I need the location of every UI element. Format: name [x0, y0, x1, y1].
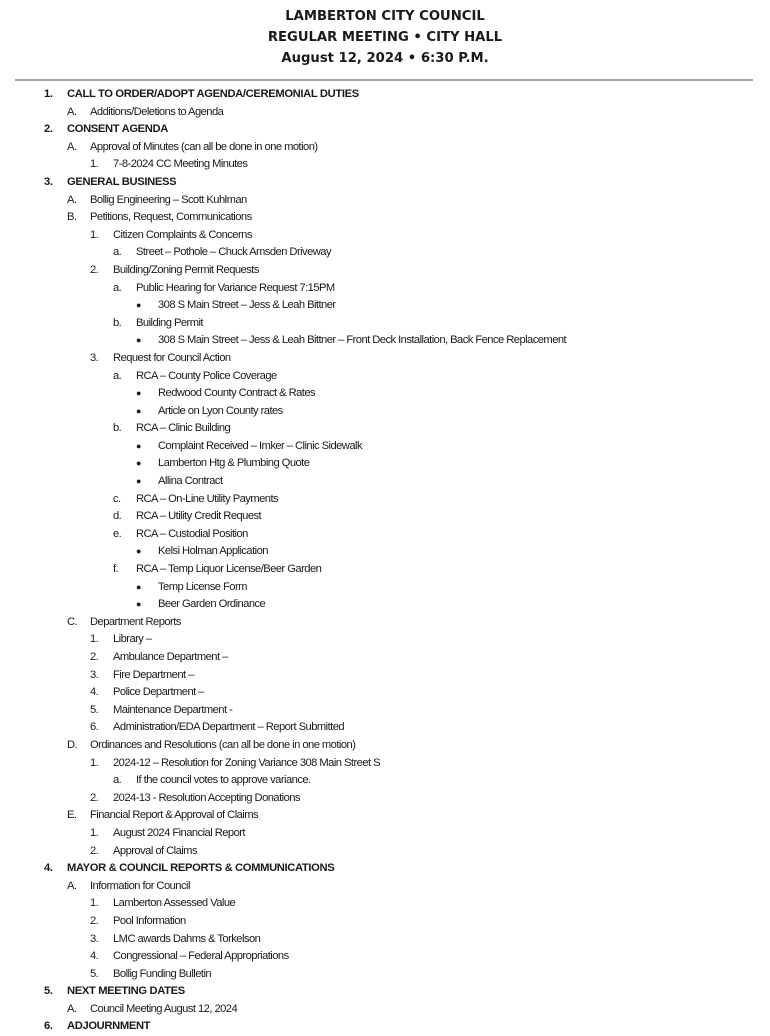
item-text: 308 S Main Street – Jess & Leah Bittner — [158, 299, 336, 312]
agenda-item — [0, 350, 770, 368]
item-marker: A. — [67, 1002, 77, 1015]
item-text: Temp License Form — [158, 580, 247, 593]
agenda-item — [0, 262, 770, 280]
agenda-item — [0, 966, 770, 984]
section-title: ADJOURNMENT — [67, 1020, 151, 1033]
agenda-item — [0, 737, 770, 755]
bullet-icon: ● — [136, 388, 142, 399]
agenda-item — [0, 438, 770, 456]
agenda-item — [0, 614, 770, 632]
agenda-item — [0, 244, 770, 262]
item-text: 308 S Main Street – Jess & Leah Bittner – Front Deck Installation, Back Fence Replacement — [158, 334, 567, 347]
agenda-item — [0, 667, 770, 685]
bullet-icon: ● — [136, 581, 142, 592]
agenda-item — [0, 684, 770, 702]
bullet-icon: ● — [136, 546, 142, 557]
item-marker: 5. — [44, 985, 53, 998]
item-marker: 2. — [44, 123, 53, 136]
agenda-item — [0, 596, 770, 614]
item-text: Request for Council Action — [113, 351, 231, 364]
item-text: Administration/EDA Department – Report Submitted — [113, 721, 345, 734]
agenda-item — [0, 455, 770, 473]
agenda-item — [0, 948, 770, 966]
agenda-item — [0, 491, 770, 509]
bullet-icon: ● — [136, 458, 142, 469]
agenda-item — [0, 895, 770, 913]
item-text: RCA – Custodial Position — [136, 527, 248, 540]
item-marker: B. — [67, 211, 77, 224]
item-text: Building/Zoning Permit Requests — [113, 263, 259, 276]
item-text: If the council votes to approve variance. — [136, 774, 311, 787]
item-marker: e. — [113, 527, 122, 540]
item-marker: 4. — [90, 686, 99, 699]
item-text: Street – Pothole – Chuck Amsden Driveway — [136, 246, 332, 259]
item-marker: 3. — [44, 175, 53, 188]
section-title: GENERAL BUSINESS — [67, 175, 177, 188]
item-marker: 3. — [90, 351, 99, 364]
item-text: Maintenance Department - — [113, 703, 233, 716]
agenda-item — [0, 508, 770, 526]
agenda-list — [0, 86, 770, 1036]
item-text: Pool Information — [113, 914, 186, 927]
item-marker: A. — [67, 879, 77, 892]
agenda-item — [0, 315, 770, 333]
agenda-item — [0, 807, 770, 825]
header-divider — [15, 79, 753, 81]
item-marker: a. — [113, 369, 122, 382]
item-marker: 6. — [44, 1020, 53, 1033]
item-text: Building Permit — [136, 316, 203, 329]
item-marker: 2. — [90, 651, 99, 663]
item-marker: a. — [113, 774, 122, 787]
agenda-item — [0, 755, 770, 773]
agenda-item — [0, 543, 770, 561]
agenda-item — [0, 702, 770, 720]
item-text: Police Department – — [113, 686, 204, 699]
item-marker: b. — [113, 422, 122, 435]
item-marker: A. — [67, 105, 77, 118]
item-marker: a. — [113, 281, 122, 294]
item-text: RCA – On-Line Utility Payments — [136, 492, 279, 505]
meeting-date-heading: August 12, 2024 • 6:30 P.M. — [281, 51, 489, 66]
item-text: RCA – County Police Coverage — [136, 369, 277, 382]
item-marker: 4. — [90, 950, 99, 963]
bullet-icon: ● — [136, 599, 142, 610]
item-marker: b. — [113, 316, 122, 329]
item-text: 2024-13 - Resolution Accepting Donations — [113, 791, 300, 804]
item-text: Citizen Complaints & Concerns — [113, 228, 252, 241]
agenda-item — [0, 473, 770, 491]
item-text: August 2024 Financial Report — [113, 826, 245, 839]
agenda-item — [0, 719, 770, 737]
item-text: LMC awards Dahms & Torkelson — [113, 932, 261, 945]
item-marker: 2. — [90, 844, 99, 857]
agenda-item — [0, 139, 770, 157]
agenda-item — [0, 772, 770, 790]
item-text: Public Hearing for Variance Request 7:15PM — [136, 281, 335, 294]
item-marker: 5. — [90, 703, 99, 716]
agenda-item — [0, 297, 770, 315]
agenda-item — [0, 561, 770, 579]
agenda-item — [0, 825, 770, 843]
item-text: Financial Report & Approval of Claims — [90, 809, 259, 822]
agenda-item — [0, 192, 770, 210]
item-text: Department Reports — [90, 615, 181, 628]
item-text: Bollig Funding Bulletin — [113, 967, 212, 980]
bullet-icon: ● — [136, 300, 142, 311]
agenda-item — [0, 931, 770, 949]
agenda-item — [0, 913, 770, 931]
agenda-item — [0, 104, 770, 122]
agenda-item — [0, 420, 770, 438]
agenda-item — [0, 403, 770, 421]
item-marker: 2. — [90, 263, 99, 276]
bullet-icon: ● — [136, 476, 142, 487]
item-text: Approval of Claims — [113, 844, 197, 857]
item-text: RCA – Utility Credit Request — [136, 510, 262, 523]
item-marker: 4. — [44, 862, 53, 875]
item-text: Council Meeting August 12, 2024 — [90, 1002, 238, 1015]
item-marker: c. — [113, 492, 121, 505]
item-text: Allina Contract — [158, 475, 223, 488]
agenda-section — [0, 1018, 770, 1036]
agenda-item — [0, 631, 770, 649]
section-title: MAYOR & COUNCIL REPORTS & COMMUNICATIONS — [67, 862, 335, 875]
item-text: Congressional – Federal Appropriations — [113, 950, 289, 963]
meeting-type-heading: REGULAR MEETING • CITY HALL — [267, 30, 503, 45]
item-text: Lamberton Assessed Value — [113, 897, 236, 910]
agenda-item — [0, 649, 770, 667]
item-marker: 1. — [90, 756, 99, 769]
item-marker: f. — [113, 563, 119, 576]
item-text: Approval of Minutes (can all be done in one motion) — [90, 140, 318, 153]
item-text: Ordinances and Resolutions (can all be done in one motion) — [90, 738, 356, 751]
agenda-item — [0, 878, 770, 896]
item-text: Library – — [113, 633, 152, 646]
item-marker: C. — [67, 615, 78, 628]
section-title: NEXT MEETING DATES — [67, 985, 185, 998]
item-text: Information for Council — [90, 879, 190, 892]
agenda-item — [0, 579, 770, 597]
item-text: 7-8-2024 CC Meeting Minutes — [113, 158, 248, 171]
agenda-item — [0, 526, 770, 544]
item-text: Lamberton Htg & Plumbing Quote — [158, 457, 310, 470]
item-text: 2024-12 – Resolution for Zoning Variance 308 Main Street S — [113, 756, 381, 769]
item-text: Bollig Engineering – Scott Kuhlman — [90, 193, 247, 206]
item-marker: a. — [113, 246, 122, 259]
item-marker: d. — [113, 510, 122, 523]
item-marker: 1. — [90, 633, 99, 646]
item-marker: A. — [67, 140, 77, 153]
bullet-icon: ● — [136, 335, 142, 346]
item-marker: 1. — [90, 158, 99, 171]
item-marker: 3. — [90, 668, 99, 681]
bullet-icon: ● — [136, 405, 142, 416]
agenda-section — [0, 121, 770, 139]
item-marker: 1. — [90, 826, 99, 839]
agenda-item — [0, 280, 770, 298]
agenda-item — [0, 209, 770, 227]
agenda-section — [0, 983, 770, 1001]
item-text: Petitions, Request, Communications — [90, 211, 252, 224]
council-name-heading: LAMBERTON CITY COUNCIL — [285, 9, 485, 24]
bullet-icon: ● — [136, 440, 142, 451]
agenda-item — [0, 368, 770, 386]
item-marker: 2. — [90, 914, 99, 927]
item-marker: D. — [67, 738, 78, 751]
agenda-item — [0, 843, 770, 861]
item-marker: 2. — [90, 791, 99, 804]
item-marker: 6. — [90, 721, 99, 734]
agenda-item — [0, 385, 770, 403]
agenda-section — [0, 174, 770, 192]
item-marker: 1. — [90, 897, 99, 910]
item-text: Redwood County Contract & Rates — [158, 387, 316, 400]
item-text: Complaint Received – Imker – Clinic Sidewalk — [158, 439, 362, 452]
section-title: CONSENT AGENDA — [67, 123, 168, 136]
agenda-item — [0, 1001, 770, 1019]
item-text: RCA – Clinic Building — [136, 422, 231, 435]
section-title: CALL TO ORDER/ADOPT AGENDA/CEREMONIAL DUTIES — [67, 88, 359, 100]
item-text: Additions/Deletions to Agenda — [90, 105, 224, 118]
item-text: RCA – Temp Liquor License/Beer Garden — [136, 563, 322, 576]
agenda-item — [0, 227, 770, 245]
item-marker: 1. — [90, 228, 99, 241]
agenda-item — [0, 790, 770, 808]
item-text: Fire Department – — [113, 668, 194, 681]
item-marker: E. — [67, 809, 77, 822]
item-text: Beer Garden Ordinance — [158, 598, 266, 611]
agenda-section — [0, 86, 770, 104]
item-text: Kelsi Holman Application — [158, 545, 268, 558]
item-marker: A. — [67, 193, 77, 206]
agenda-item — [0, 156, 770, 174]
item-marker: 1. — [44, 88, 53, 100]
item-text: Article on Lyon County rates — [158, 404, 283, 417]
item-marker: 3. — [90, 932, 99, 945]
agenda-section — [0, 860, 770, 878]
agenda-item — [0, 332, 770, 350]
item-text: Ambulance Department – — [113, 651, 228, 663]
item-marker: 5. — [90, 967, 99, 980]
